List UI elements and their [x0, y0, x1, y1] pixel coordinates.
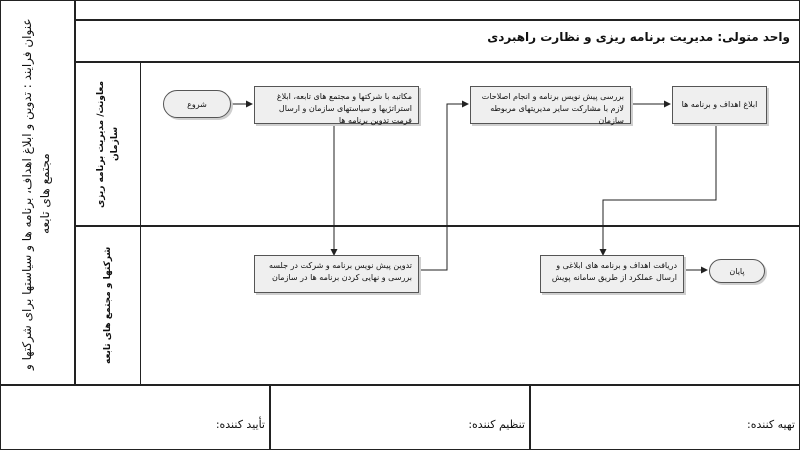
responsible-unit: واحد متولی: مدیریت برنامه ریزی و نظارت راهبردی — [487, 30, 790, 44]
step-correspondence-box: مکاتبه با شرکتها و مجتمع های تابعه، ابلاغ استراتژیها و سیاستهای سازمان و ارسال فرمت تدوین برنامه ها — [254, 86, 419, 124]
lane-label-planning: معاونت/ مدیریت برنامه ریزی سازمان — [96, 80, 120, 208]
arranged-by-label: تنظیم کننده: — [468, 418, 525, 431]
end-node: پایان — [709, 259, 765, 283]
start-node: شروع — [163, 90, 231, 118]
process-title: عنوان فرایند : تدوین و ابلاغ اهداف، برنامه ها و سیاستها برای شرکتها و مجتمع های تابعه — [20, 18, 52, 370]
step-review-draft-box: بررسی پیش نویس برنامه و انجام اصلاحات لازم با مشارکت سایر مدیریتهای مربوطه سازمان — [470, 86, 631, 124]
approved-by-label: تأیید کننده: — [215, 418, 265, 431]
lane-label-subsidiaries: شرکتها و مجتمع های تابعه — [103, 246, 113, 364]
prepared-by-label: تهیه کننده: — [747, 418, 795, 431]
step-announce-goals-box: ابلاغ اهداف و برنامه ها — [672, 86, 767, 124]
connector-step4-step5 — [603, 124, 716, 255]
connector-step2-step3 — [419, 104, 468, 270]
step-draft-program-box: تدوین پیش نویس برنامه و شرکت در جلسه بررسی و نهایی کردن برنامه ها در سازمان — [254, 255, 419, 293]
step-receive-goals-box: دریافت اهداف و برنامه های ابلاغی و ارسال عملکرد از طریق سامانه پویش — [540, 255, 684, 293]
